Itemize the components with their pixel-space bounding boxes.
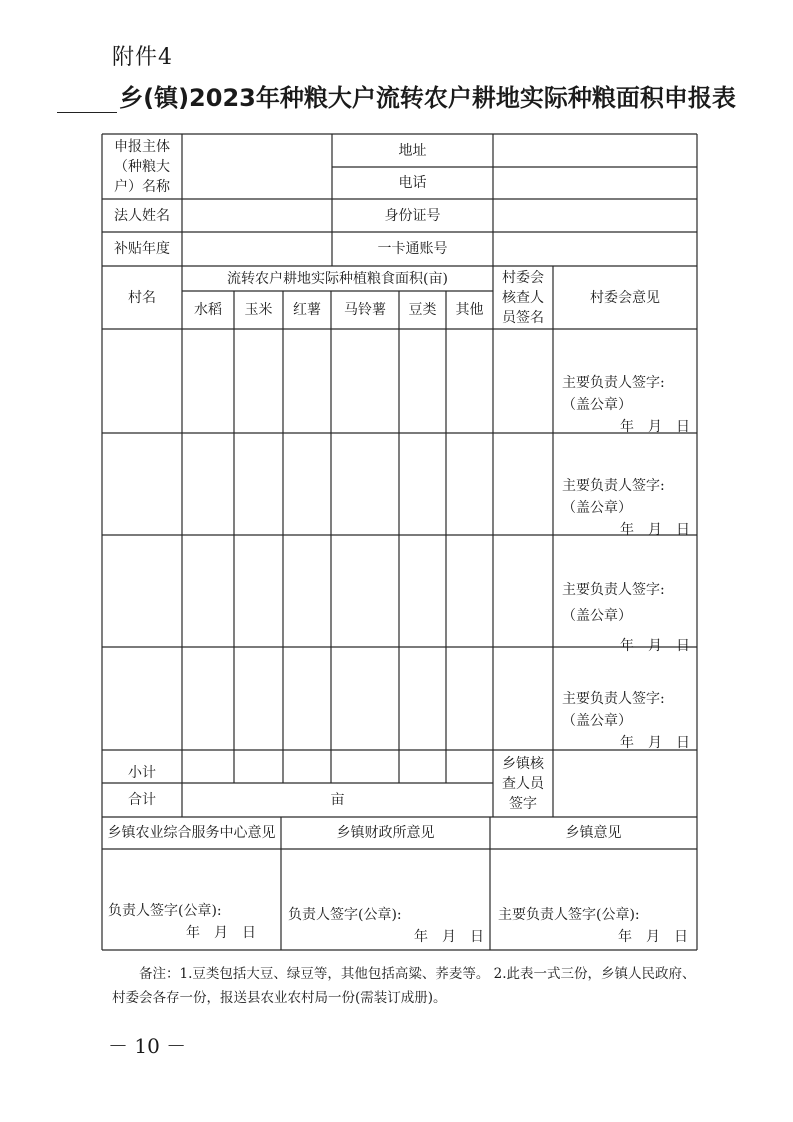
opinion-seal-label: （盖公章） — [562, 500, 632, 516]
village-reviewer-header: 村委会核查人员签名 — [502, 269, 544, 326]
total-unit: 亩 — [330, 792, 345, 808]
area-group-header: 流转农户耕地实际种植粮食面积(亩) — [227, 270, 448, 287]
phone-field[interactable] — [493, 167, 697, 199]
village-opinion-row-1 — [562, 372, 692, 438]
finance-sign-label: 负责人签字(公章): — [288, 907, 402, 923]
crop-header-potato: 马铃薯 — [344, 302, 386, 318]
form-title: 乡(镇)2023年种粮大户流转农户耕地实际种粮面积申报表 — [119, 84, 736, 112]
opinion-signature-label: 主要负责人签字: — [562, 691, 665, 707]
township-reviewer-label: 乡镇核查人员签字 — [502, 755, 544, 812]
township-reviewer-signature-field[interactable] — [553, 750, 697, 817]
township-opinion-header: 乡镇意见 — [565, 825, 622, 841]
agri-center-sign-label: 负责人签字(公章): — [108, 903, 222, 919]
crop-header-sweet-potato: 红薯 — [293, 302, 321, 318]
address-label: 地址 — [398, 142, 427, 159]
opinion-date: 年 月 日 — [620, 522, 690, 538]
finance-date: 年 月 日 — [414, 929, 484, 945]
id-number-label: 身份证号 — [384, 207, 441, 224]
account-number-label: 一卡通账号 — [377, 241, 448, 257]
village-opinion-header: 村委会意见 — [590, 289, 660, 306]
subsidy-year-label: 补贴年度 — [114, 241, 170, 257]
account-number-field[interactable] — [493, 232, 697, 266]
total-label: 合计 — [128, 792, 156, 808]
finance-opinion-header: 乡镇财政所意见 — [336, 825, 435, 841]
crop-header-other: 其他 — [455, 302, 484, 318]
agri-center-opinion-body — [108, 900, 278, 944]
village-opinion-row-3 — [562, 577, 692, 659]
opinion-date: 年 月 日 — [620, 419, 690, 435]
subject-name-field[interactable] — [182, 134, 332, 199]
crop-header-rice: 水稻 — [194, 302, 222, 318]
opinion-seal-label: （盖公章） — [562, 397, 632, 413]
attachment-label: 附件4 — [112, 45, 173, 70]
id-number-field[interactable] — [493, 199, 697, 232]
finance-opinion-body — [288, 904, 486, 948]
opinion-signature-label: 主要负责人签字: — [562, 478, 665, 494]
phone-label: 电话 — [398, 175, 427, 191]
opinion-signature-label: 主要负责人签字: — [562, 582, 665, 598]
address-field[interactable] — [493, 134, 697, 167]
opinion-date: 年 月 日 — [620, 638, 690, 654]
village-opinion-row-4 — [562, 688, 692, 754]
village-opinion-row-2 — [562, 475, 692, 541]
opinion-seal-label: （盖公章） — [562, 713, 632, 729]
agri-center-opinion-header: 乡镇农业综合服务中心意见 — [107, 825, 276, 841]
crop-header-corn: 玉米 — [244, 302, 273, 318]
opinion-seal-label: （盖公章） — [562, 608, 632, 624]
township-date: 年 月 日 — [618, 929, 688, 945]
opinion-date: 年 月 日 — [620, 735, 690, 751]
agri-center-date: 年 月 日 — [186, 925, 256, 941]
township-sign-label: 主要负责人签字(公章): — [498, 907, 640, 923]
crop-header-beans: 豆类 — [408, 302, 437, 318]
subsidy-year-field[interactable] — [182, 232, 332, 266]
legal-person-label: 法人姓名 — [114, 207, 170, 224]
subject-name-label: 申报主体（种粮大户）名称 — [114, 138, 170, 195]
subtotal-label: 小计 — [128, 764, 156, 781]
township-opinion-body — [498, 904, 692, 948]
page-number: － 10 － — [108, 1034, 187, 1058]
opinion-signature-label: 主要负责人签字: — [562, 375, 665, 391]
footnote: 备注：1.豆类包括大豆、绿豆等，其他包括高粱、荞麦等。 2.此表一式三份，乡镇人民政府、村委会各存一份，报送县农业农村局一份(需装订成册)。 — [112, 966, 696, 1006]
village-name-header: 村名 — [128, 289, 156, 306]
legal-person-field[interactable] — [182, 199, 332, 232]
